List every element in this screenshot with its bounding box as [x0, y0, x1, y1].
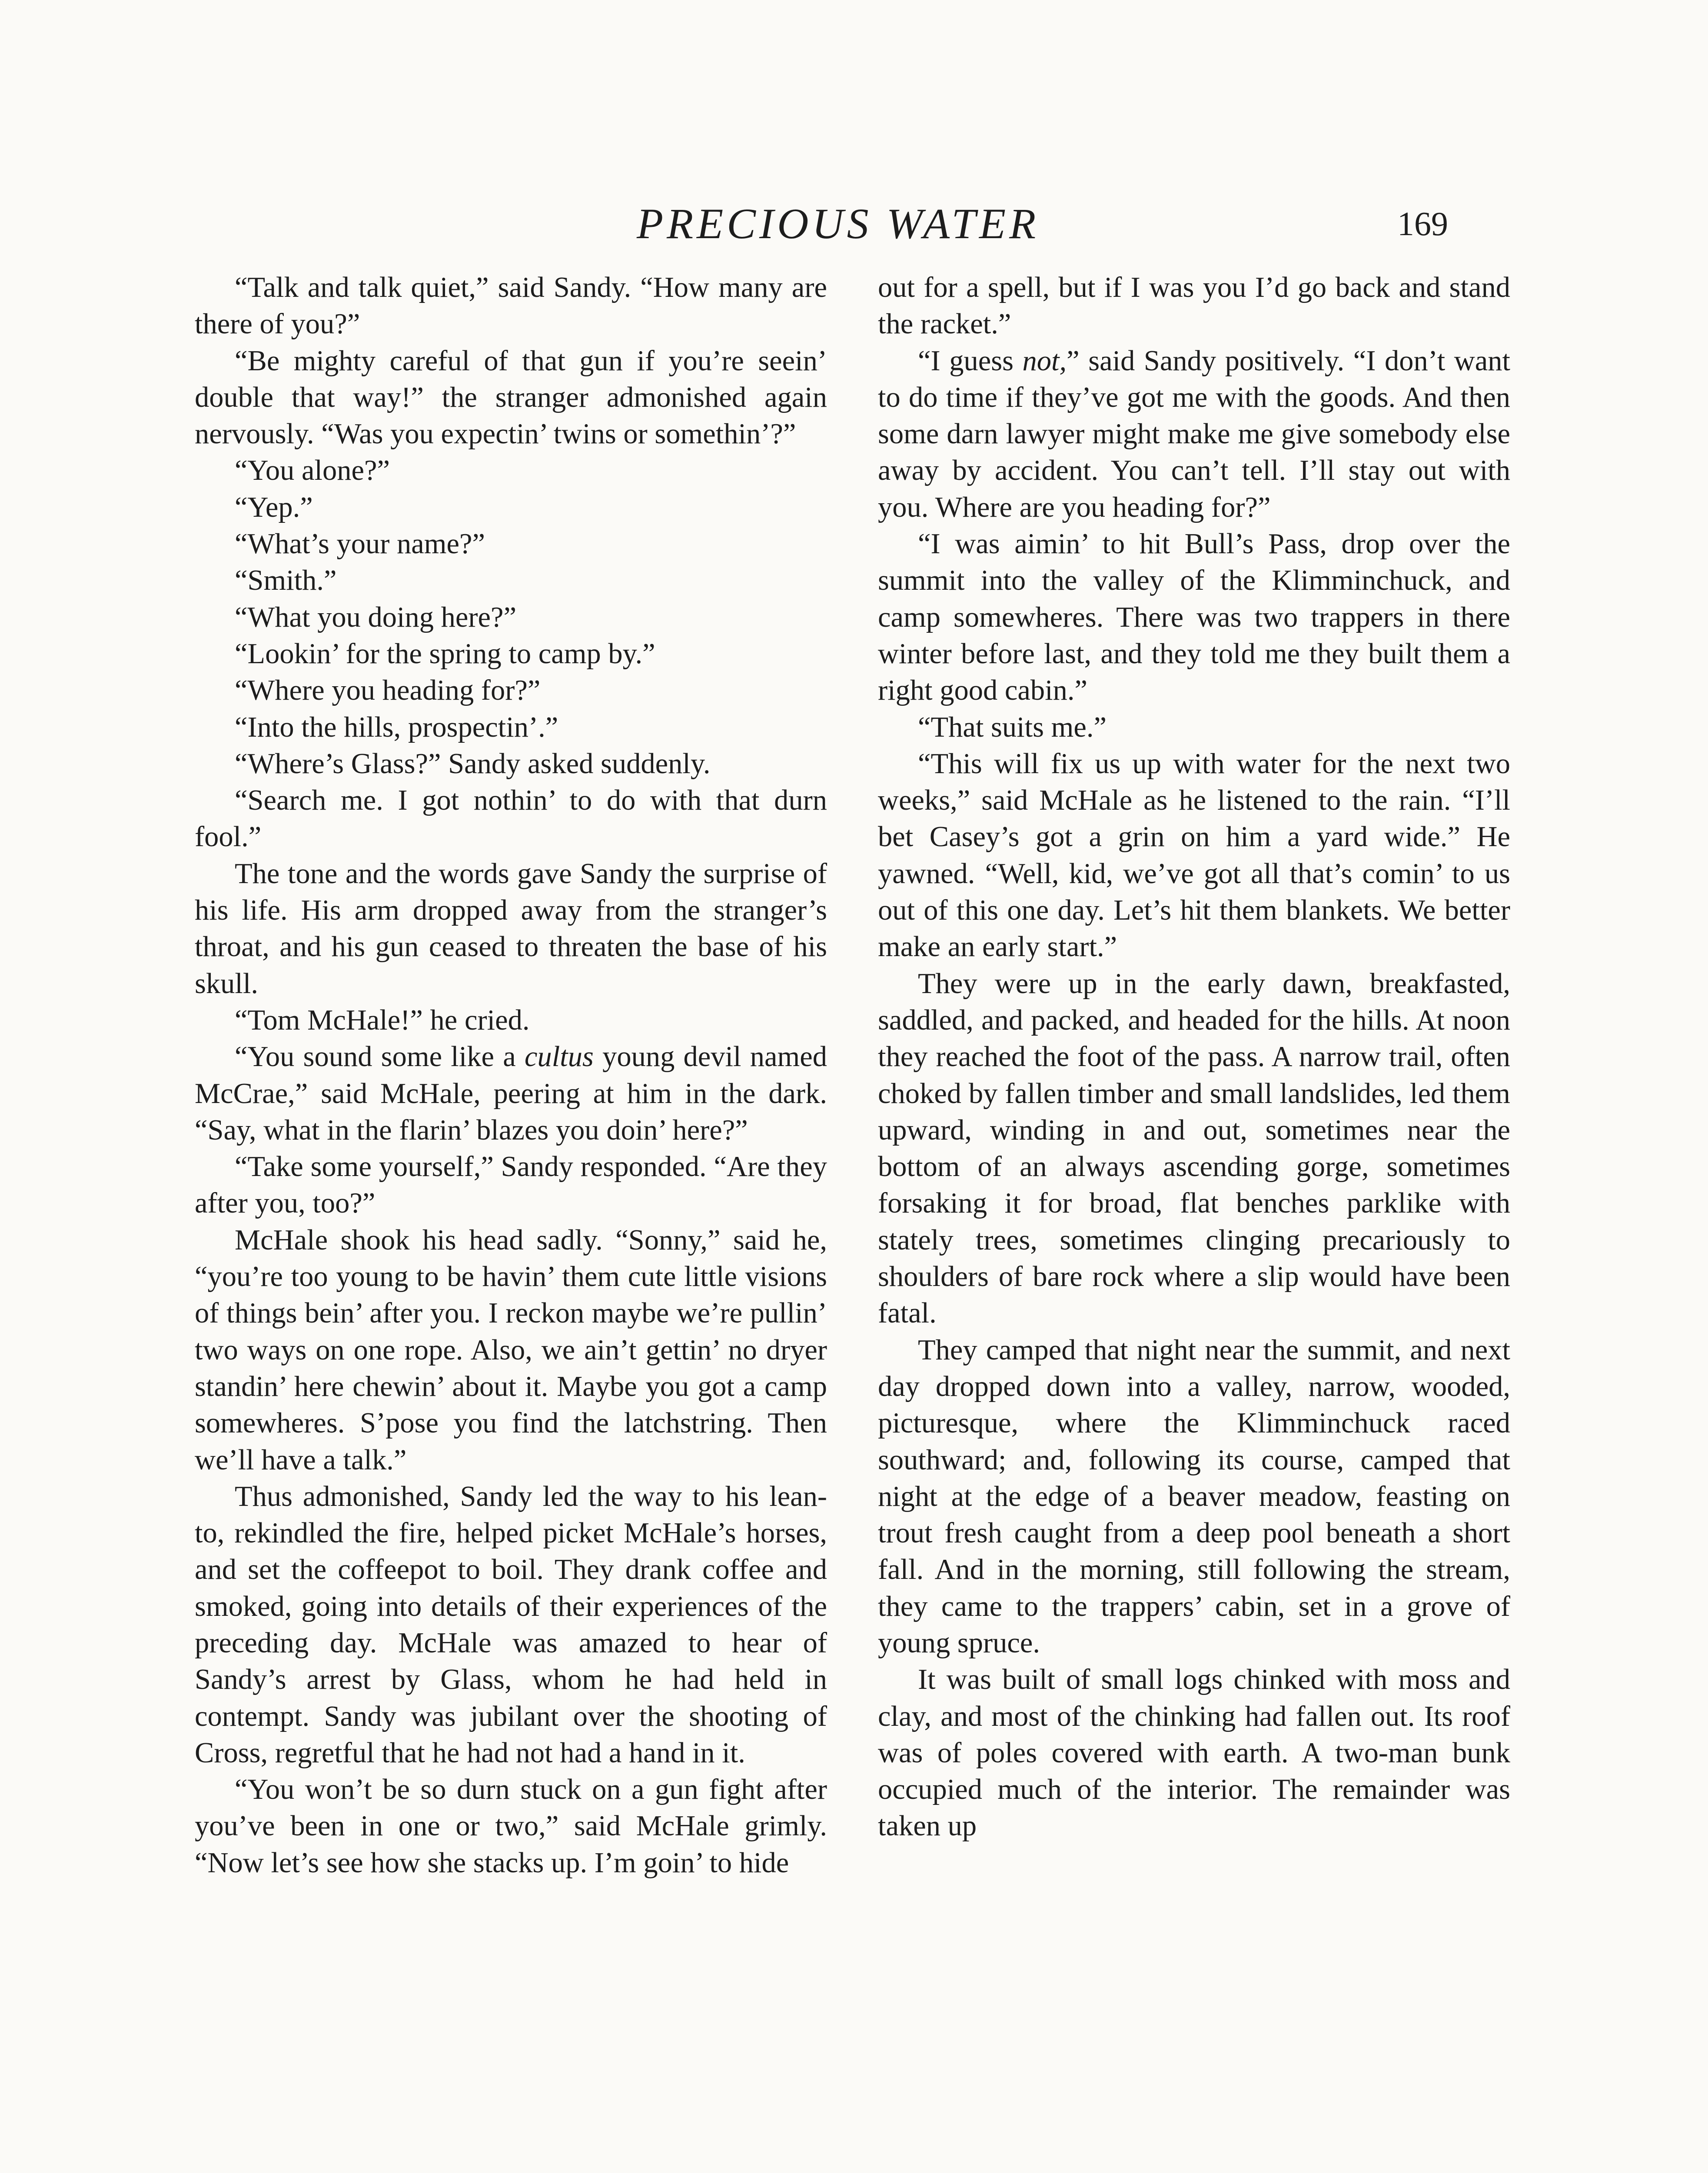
- paragraph: “What’s your name?”: [235, 528, 485, 560]
- paragraph: “Search me. I got nothin’ to do with that durn fool.”: [195, 784, 827, 853]
- paragraph: “Lookin’ for the spring to camp by.”: [235, 638, 655, 670]
- left-text-column: [195, 269, 827, 1881]
- paragraph: Thus admonished, Sandy led the way to his lean-to, rekindled the fire, helped picket McHale’s horses, and set the coffeepot to boil. They drank coffee and smoked, going into details of their experiences of the preceding day. McHale was amazed to hear of Sandy’s arrest by Glass, whom he had held in contempt. Sandy was jubilant over the shooting of Cross, regretful that he had not had a hand in it.: [195, 1480, 827, 1769]
- paragraph: “Talk and talk quiet,” said Sandy. “How many are there of you?”: [195, 272, 827, 340]
- paragraph: “I was aimin’ to hit Bull’s Pass, drop over the summit into the valley of the Klimminchuck, and camp somewheres. There was two trappers in there winter before last, and they told me they built them a right good cabin.”: [878, 528, 1510, 707]
- paragraph: “Tom McHale!” he cried.: [235, 1004, 530, 1036]
- paragraph: They camped that night near the summit, and next day dropped down into a valley, narrow, wooded, picturesque, where the Klimminchuck raced southward; and, following its course, camped that night at the edge of a beaver meadow, feasting on trout fresh caught from a deep pool beneath a short fall. And in the morning, still following the stream, they came to the trappers’ cabin, set in a grove of young spruce.: [878, 1334, 1510, 1659]
- paragraph: “Where’s Glass?” Sandy asked suddenly.: [235, 748, 711, 780]
- paragraph: “This will fix us up with water for the next two weeks,” said McHale as he listened to the rain. “I’ll bet Casey’s got a grin on him a yard wide.” He yawned. “Well, kid, we’ve got all that’s comin’ to us out of this one day. Let’s hit them blankets. We better make an early start.”: [878, 748, 1510, 963]
- paragraph: The tone and the words gave Sandy the surprise of his life. His arm dropped away from the stranger’s throat, and his gun ceased to threaten the base of his skull.: [195, 857, 827, 1000]
- paragraph: out for a spell, but if I was you I’d go back and stand the racket.”: [878, 272, 1510, 340]
- paragraph-text: “I guess: [918, 345, 1023, 377]
- paragraph-text: “You sound some like a: [235, 1041, 525, 1073]
- paragraph: “What you doing here?”: [235, 601, 517, 633]
- paragraph: “Yep.”: [235, 491, 313, 523]
- paragraph: McHale shook his head sadly. “Sonny,” said he, “you’re too young to be havin’ them cute little visions of things bein’ after you. I reckon maybe we’re pullin’ two ways on one rope. Also, we ain’t gettin’ no dryer standin’ here chewin’ about it. Maybe you got a camp somewheres. S’pose you find the latchstring. Then we’ll have a talk.”: [195, 1224, 827, 1476]
- italic-word: not,: [1022, 345, 1067, 377]
- paragraph: “That suits me.”: [918, 711, 1107, 743]
- right-text-column: [878, 269, 1510, 1845]
- paragraph: “Be mighty careful of that gun if you’re seein’ double that way!” the stranger admonished again nervously. “Was you expectin’ twins or somethin’?”: [195, 345, 827, 450]
- paragraph: “Where you heading for?”: [235, 674, 541, 707]
- paragraph: “You alone?”: [235, 455, 390, 487]
- paragraph: “Take some yourself,” Sandy responded. “Are they after you, too?”: [195, 1151, 827, 1219]
- running-title: PRECIOUS WATER: [637, 199, 1040, 248]
- italic-word: cultus: [524, 1041, 594, 1073]
- paragraph: “You won’t be so durn stuck on a gun fight after you’ve been in one or two,” said McHale grimly. “Now let’s see how she stacks up. I’m goin’ to hide: [195, 1774, 827, 1879]
- page-number: 169: [1397, 205, 1448, 243]
- paragraph: “Into the hills, prospectin’.”: [235, 711, 558, 743]
- paragraph: “Smith.”: [235, 565, 337, 597]
- paragraph: [195, 1039, 827, 1149]
- paragraph-text: young devil named McCrae,” said McHale, peering at him in the dark. “Say, what in the flarin’ blazes you doin’ here?”: [195, 1041, 827, 1146]
- paragraph-text: ” said Sandy positively. “I don’t want to do time if they’ve got me with the goods. And then some darn lawyer might make me give somebody else away by accident. You can’t tell. I’ll stay out with you. Where are you heading for?”: [878, 345, 1510, 523]
- paragraph: [878, 343, 1510, 526]
- page-header: [0, 193, 1708, 254]
- paragraph: It was built of small logs chinked with moss and clay, and most of the chinking had fallen out. Its roof was of poles covered with earth. A two-man bunk occupied much of the interior. The remainder was taken up: [878, 1664, 1510, 1842]
- paragraph: They were up in the early dawn, breakfasted, saddled, and packed, and headed for the hills. At noon they reached the foot of the pass. A narrow trail, often choked by fallen timber and small landslides, led them upward, winding in and out, sometimes near the bottom of an always ascending gorge, sometimes forsaking it for broad, flat benches parklike with stately trees, sometimes clinging precariously to shoulders of bare rock where a slip would have been fatal.: [878, 967, 1510, 1329]
